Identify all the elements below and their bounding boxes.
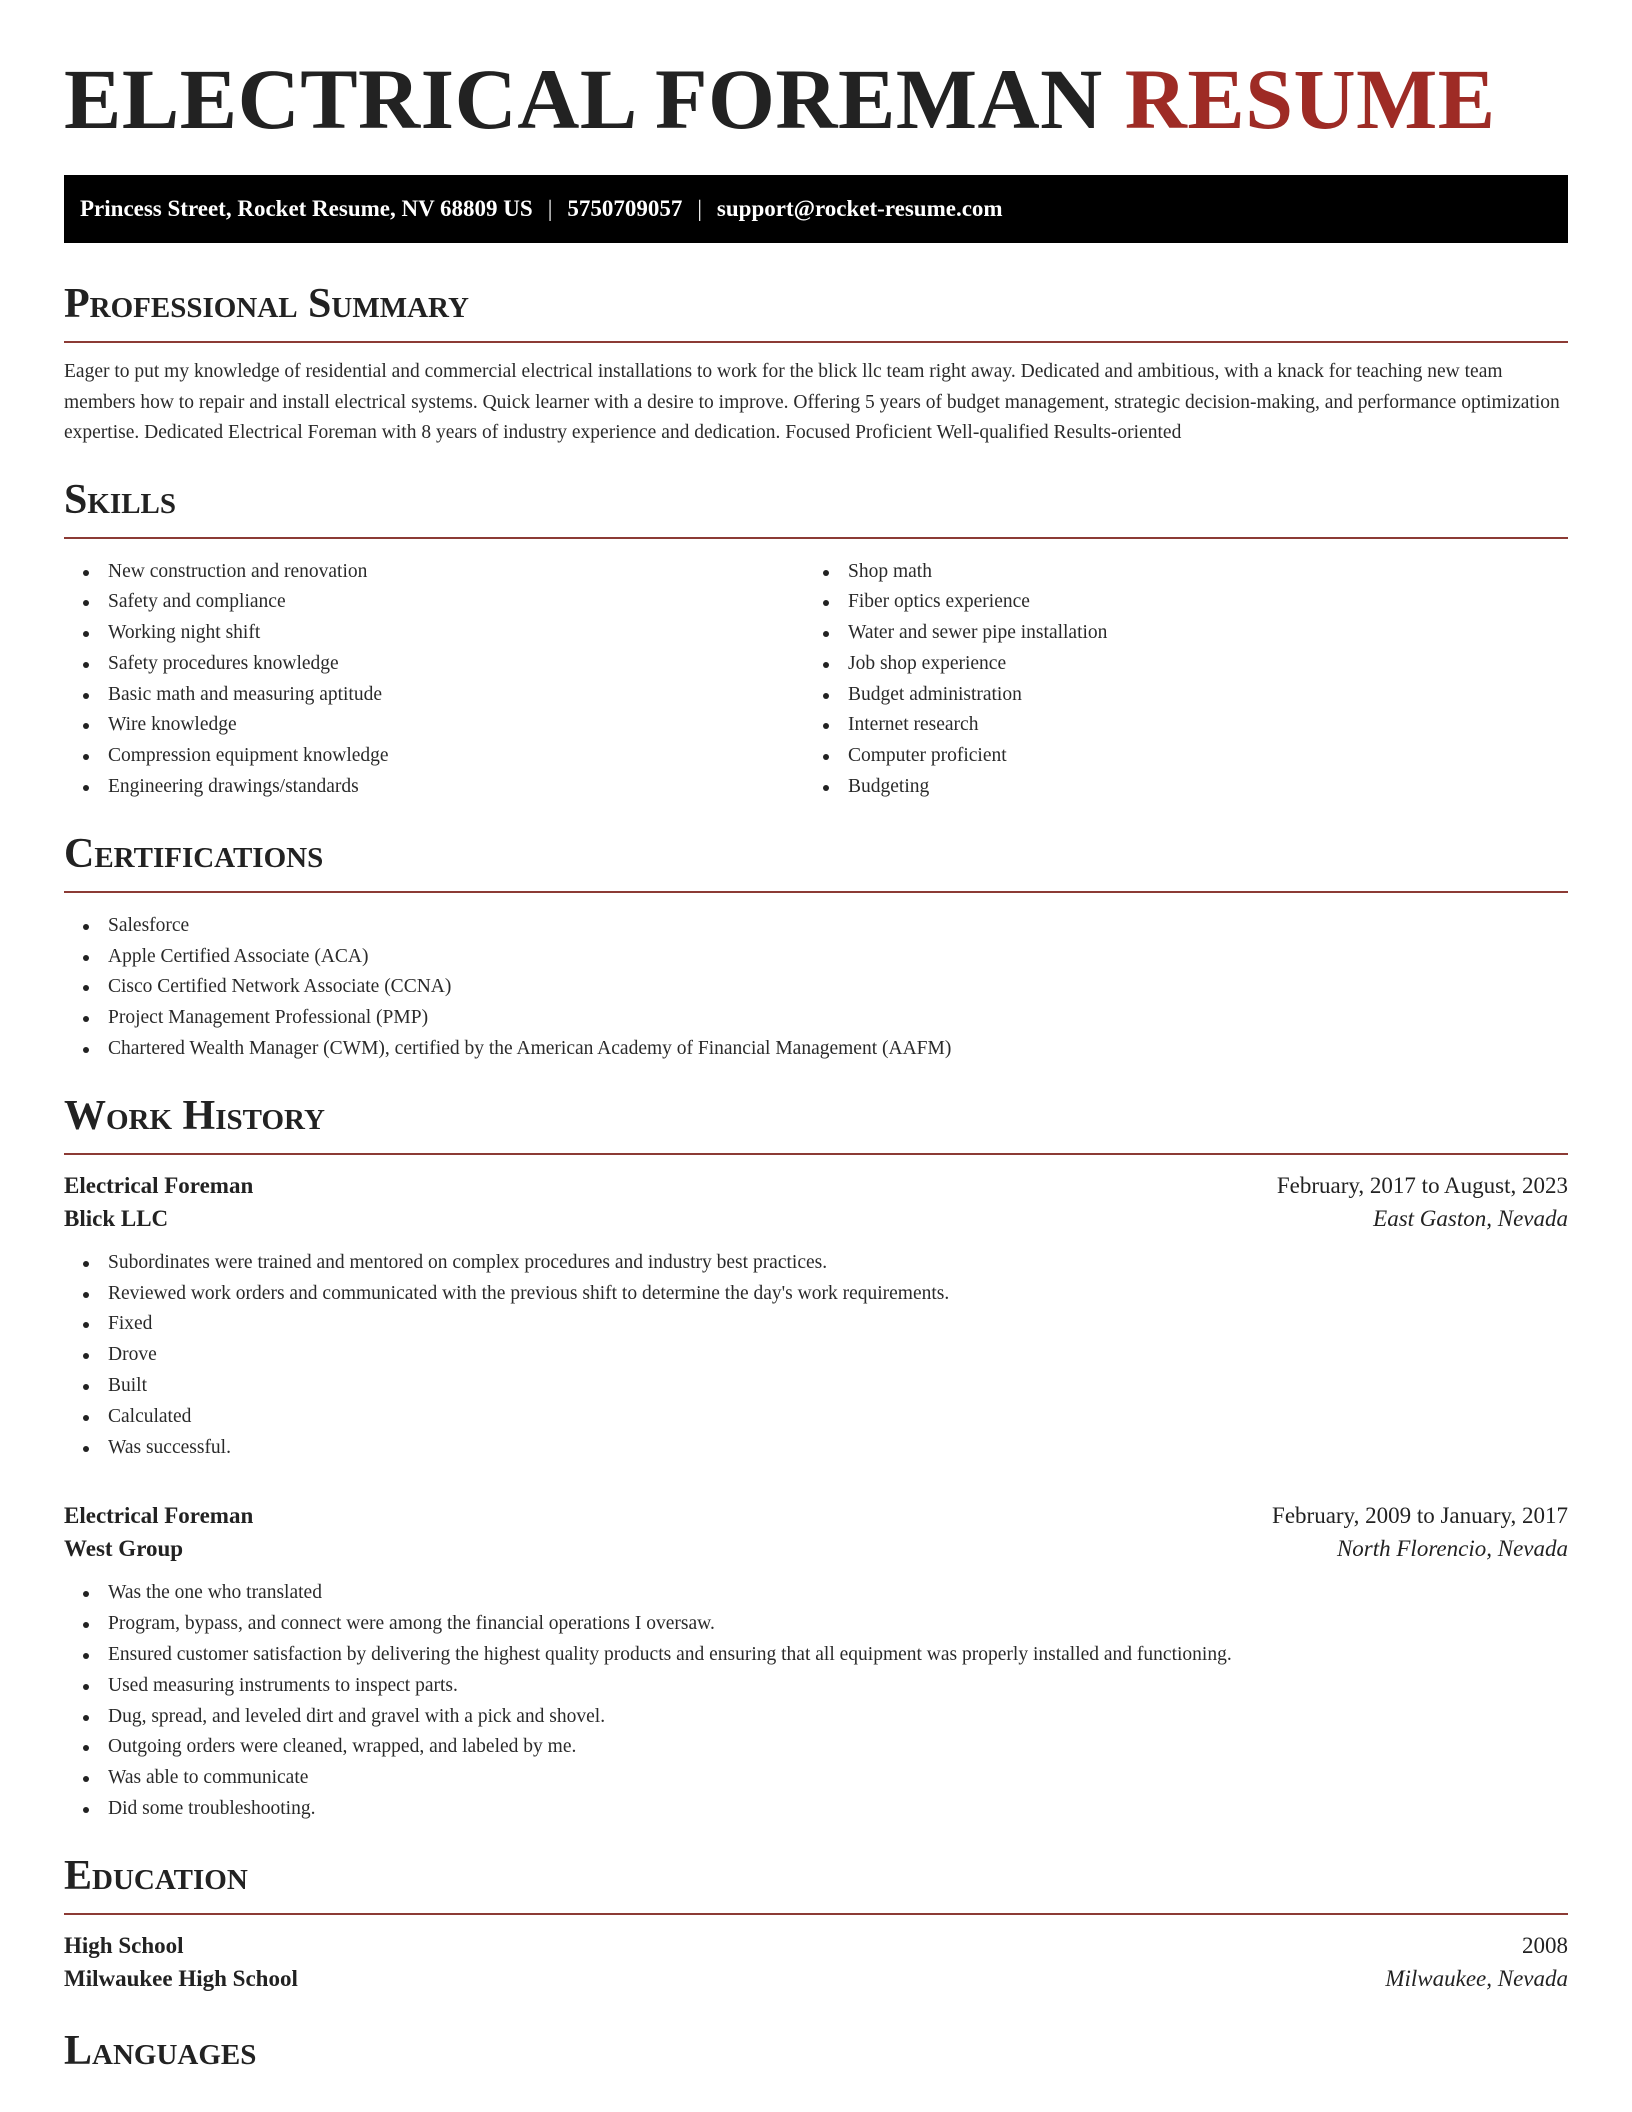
section-divider (64, 891, 1568, 893)
resume-title-accent: RESUME (1124, 51, 1496, 147)
education-header (64, 1933, 1568, 1959)
skill-item: Safety procedures knowledge (64, 649, 804, 680)
job-entry (64, 1173, 1568, 1464)
skill-item: Wire knowledge (64, 710, 804, 741)
summary-heading: Professional Summary (64, 281, 469, 327)
certification-item: Salesforce (64, 911, 1568, 942)
job-location: North Florencio, Nevada (1336, 1536, 1568, 1562)
certifications-list (64, 911, 1568, 1065)
job-duty: Did some troubleshooting. (64, 1794, 1568, 1825)
education-year: 2008 (1522, 1932, 1568, 1958)
certification-item: Project Management Professional (PMP) (64, 1003, 1568, 1034)
skill-item: Compression equipment knowledge (64, 741, 804, 772)
job-duty: Used measuring instruments to inspect parts. (64, 1671, 1568, 1702)
skills-list-right (804, 557, 1544, 803)
skill-item: Computer proficient (804, 741, 1544, 772)
job-duty: Reviewed work orders and communicated with the previous shift to determine the day's work requirements. (64, 1279, 1568, 1310)
job-duty: Calculated (64, 1402, 1568, 1433)
skill-item: Water and sewer pipe installation (804, 618, 1544, 649)
job-title: Electrical Foreman (64, 1503, 254, 1529)
education-subheader (64, 1966, 1568, 1992)
certification-item: Cisco Certified Network Associate (CCNA) (64, 972, 1568, 1003)
job-header (64, 1173, 1568, 1199)
skills-list-left (64, 557, 804, 803)
contact-address: Princess Street, Rocket Resume, NV 68809 US (80, 196, 533, 221)
education-section (64, 1852, 1568, 1992)
job-company: West Group (64, 1536, 184, 1562)
skill-item: New construction and renovation (64, 557, 804, 588)
job-duty: Fixed (64, 1309, 1568, 1340)
job-subheader (64, 1536, 1568, 1562)
section-divider (64, 1913, 1568, 1915)
job-duties-list (64, 1578, 1568, 1824)
contact-phone[interactable]: 5750709057 (567, 196, 683, 221)
skill-item: Fiber optics experience (804, 587, 1544, 618)
education-school: Milwaukee High School (64, 1965, 298, 1991)
job-duty: Was the one who translated (64, 1578, 1568, 1609)
skill-item: Basic math and measuring aptitude (64, 680, 804, 711)
job-duty: Was successful. (64, 1433, 1568, 1464)
contact-email[interactable]: support@rocket-resume.com (716, 196, 1003, 221)
skill-item: Engineering drawings/standards (64, 772, 804, 803)
job-duty: Ensured customer satisfaction by delivering the highest quality products and ensuring that all equipment was properly installed and functioning. (64, 1640, 1568, 1671)
job-duty: Dug, spread, and leveled dirt and gravel with a pick and shovel. (64, 1702, 1568, 1733)
job-duties-list (64, 1248, 1568, 1464)
certifications-heading: Certifications (64, 830, 324, 877)
skill-item: Budget administration (804, 680, 1544, 711)
contact-separator: | (547, 196, 553, 221)
job-duty: Outgoing orders were cleaned, wrapped, and labeled by me. (64, 1732, 1568, 1763)
summary-section (64, 283, 1568, 449)
skill-item: Working night shift (64, 618, 804, 649)
languages-heading: Languages (64, 2027, 257, 2074)
section-divider (64, 1153, 1568, 1155)
skill-item: Job shop experience (804, 649, 1544, 680)
job-duty: Drove (64, 1340, 1568, 1371)
job-title: Electrical Foreman (64, 1172, 254, 1198)
skills-section (64, 476, 1568, 803)
skills-heading: Skills (64, 476, 177, 523)
work-history-heading: Work History (64, 1092, 325, 1139)
job-location: East Gaston, Nevada (1373, 1205, 1568, 1231)
job-dates: February, 2017 to August, 2023 (1276, 1172, 1568, 1198)
certifications-section (64, 830, 1568, 1065)
education-entry (64, 1933, 1568, 1992)
languages-section (64, 2027, 1568, 2074)
contact-separator: | (697, 196, 702, 221)
job-dates: February, 2009 to January, 2017 (1272, 1503, 1568, 1529)
skill-item: Shop math (804, 557, 1544, 588)
section-divider (64, 341, 1568, 343)
skill-item: Budgeting (804, 772, 1544, 803)
job-duty: Subordinates were trained and mentored on complex procedures and industry best practices. (64, 1248, 1568, 1279)
certification-item: Chartered Wealth Manager (CWM), certified by the American Academy of Financial Management (AAFM) (64, 1034, 1568, 1065)
job-duty: Built (64, 1371, 1568, 1402)
work-history-section (64, 1092, 1568, 1825)
contact-bar (64, 175, 1568, 243)
job-duty: Was able to communicate (64, 1763, 1568, 1794)
education-degree: High School (64, 1932, 184, 1958)
job-duty: Program, bypass, and connect were among the financial operations I oversaw. (64, 1609, 1568, 1640)
resume-title (64, 0, 1568, 147)
job-company: Blick LLC (64, 1205, 169, 1231)
education-location: Milwaukee, Nevada (1385, 1965, 1568, 1991)
education-heading: Education (64, 1852, 248, 1899)
section-divider (64, 537, 1568, 539)
job-entry (64, 1503, 1568, 1824)
skills-grid (64, 557, 1568, 803)
skill-item: Safety and compliance (64, 587, 804, 618)
job-header (64, 1503, 1568, 1529)
certification-item: Apple Certified Associate (ACA) (64, 942, 1568, 973)
summary-text: Eager to put my knowledge of residential and commercial electrical installations to work for the blick llc team right away. Dedicated and ambitious, with a knack for teaching new team members how to repair and install electrical systems. Quick learner with a desire to improve. Offering 5 years of budget management, strategic decision-making, and performance optimization expertise. Dedicated Electrical Foreman with 8 years of industry experience and dedication. Focused Proficient Well-qualified Results-oriented (64, 361, 1560, 443)
skill-item: Internet research (804, 710, 1544, 741)
resume-title-main: ELECTRICAL FOREMAN (64, 51, 1103, 147)
job-subheader (64, 1206, 1568, 1232)
